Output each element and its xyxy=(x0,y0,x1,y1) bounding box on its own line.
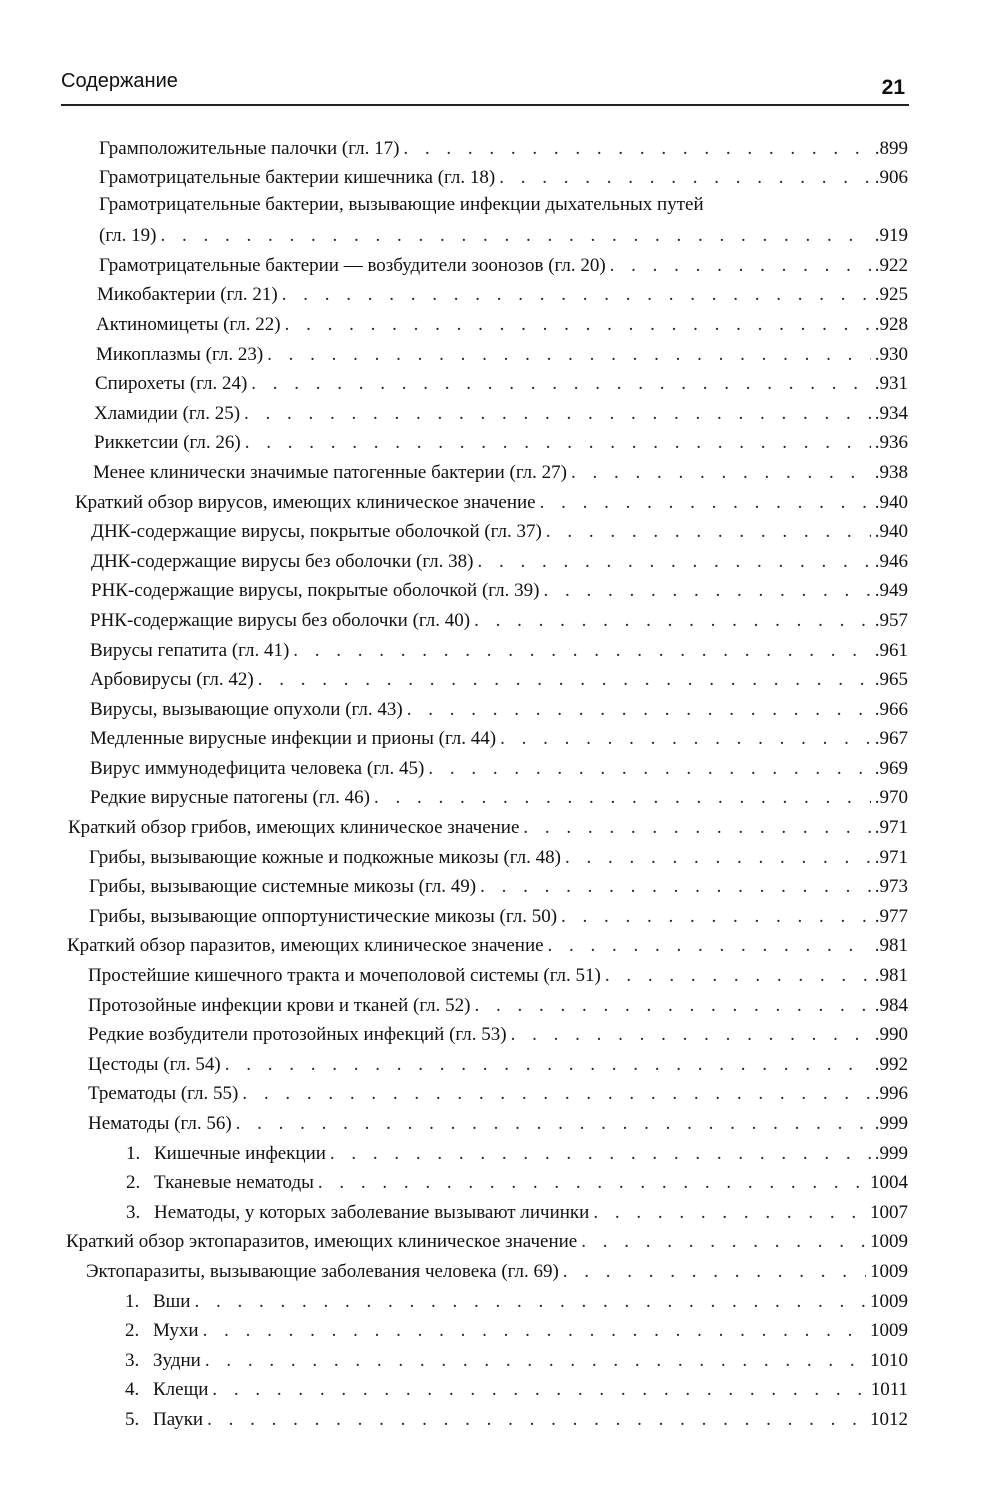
toc-entry-page: .919 xyxy=(874,225,908,247)
dot-leader xyxy=(546,521,871,543)
dot-leader xyxy=(548,935,871,957)
dot-leader xyxy=(242,1083,870,1105)
toc-entry-title: Редкие возбудители протозойных инфекций (гл. 53) xyxy=(88,1024,507,1046)
toc-entry-title: Грибы, вызывающие оппортунистические микозы (гл. 50) xyxy=(89,905,558,927)
toc-entry xyxy=(0,163,1000,193)
dot-leader xyxy=(480,876,871,898)
dot-leader xyxy=(245,432,871,454)
toc-entry-page: 1011 xyxy=(870,1379,908,1401)
toc-entry-title: Краткий обзор эктопаразитов, имеющих клиническое значение xyxy=(66,1231,578,1253)
toc-entry xyxy=(0,605,1000,635)
toc-entry-page: .949 xyxy=(874,580,908,602)
toc-entry xyxy=(0,133,1000,163)
toc-entry-page: .936 xyxy=(874,432,908,454)
toc-entry-page: .925 xyxy=(874,284,908,306)
toc-entry-page: .981 xyxy=(874,965,908,987)
toc-entry xyxy=(0,694,1000,724)
dot-leader xyxy=(500,728,871,750)
dot-leader xyxy=(403,138,870,160)
toc-entry-page: .992 xyxy=(874,1053,908,1075)
toc-entry-title: Вирусы гепатита (гл. 41) xyxy=(90,639,290,661)
toc-section-entry xyxy=(0,1227,1000,1257)
toc-entry-title: Кишечные инфекции xyxy=(154,1142,326,1164)
toc-entry-page: 1009 xyxy=(870,1260,908,1282)
toc-entry-title: РНК-содержащие вирусы, покрытые оболочкой (гл. 39) xyxy=(91,580,540,602)
toc-entry-page: .899 xyxy=(874,137,908,159)
dot-leader xyxy=(581,1231,866,1253)
dot-leader xyxy=(605,965,871,987)
toc-entry-title: ДНК-содержащие вирусы, покрытые оболочкой (гл. 37) xyxy=(91,521,542,543)
toc-entry-title: Риккетсии (гл. 26) xyxy=(94,432,241,454)
toc-entry xyxy=(0,635,1000,665)
toc-entry-page: .967 xyxy=(874,728,908,750)
toc-section-entry xyxy=(0,812,1000,842)
subentry-number: 5. xyxy=(125,1408,140,1430)
toc-entry-page: .938 xyxy=(874,461,908,483)
toc-subentry xyxy=(0,1197,1000,1227)
toc-entry-page: .928 xyxy=(874,313,908,335)
subentry-number: 1. xyxy=(126,1142,141,1164)
dot-leader xyxy=(194,1291,866,1313)
dot-leader xyxy=(523,817,870,839)
toc-entry-page: .999 xyxy=(874,1142,908,1164)
toc-entry-page: 1010 xyxy=(870,1349,908,1371)
toc-entry-title: Актиномицеты (гл. 22) xyxy=(96,313,281,335)
toc-entry-page: .970 xyxy=(874,787,908,809)
toc-entry xyxy=(0,546,1000,576)
toc-entry-title: Арбовирусы (гл. 42) xyxy=(90,669,254,691)
dot-leader xyxy=(565,847,871,869)
header-rule xyxy=(61,104,909,106)
subentry-number: 1. xyxy=(125,1290,140,1312)
toc-entry-title: Клещи xyxy=(153,1379,209,1401)
dot-leader xyxy=(474,995,870,1017)
toc-entry xyxy=(0,872,1000,902)
toc-subentry xyxy=(0,1375,1000,1405)
toc-entry-title: Простейшие кишечного тракта и мочеполовой системы (гл. 51) xyxy=(88,965,601,987)
toc-entry-page: 1009 xyxy=(870,1320,908,1342)
dot-leader xyxy=(207,1409,866,1431)
toc-entry-page: 1009 xyxy=(870,1231,908,1253)
toc-entry-page: .961 xyxy=(874,639,908,661)
toc-entry-title: Цестоды (гл. 54) xyxy=(88,1053,221,1075)
dot-leader xyxy=(610,255,871,277)
toc-entry-title: Зудни xyxy=(153,1349,201,1371)
toc-entry-title: Нематоды, у которых заболевание вызывают личинки xyxy=(154,1201,590,1223)
toc-entry-page: 1009 xyxy=(870,1290,908,1312)
page-header xyxy=(61,66,909,106)
toc-entry xyxy=(0,724,1000,754)
toc-entry-title: Вши xyxy=(153,1290,191,1312)
toc-entry xyxy=(0,339,1000,369)
toc-entry-page: .934 xyxy=(874,402,908,424)
dot-leader xyxy=(285,314,871,336)
dot-leader xyxy=(225,1054,871,1076)
toc-entry-page: 1012 xyxy=(870,1408,908,1430)
dot-leader xyxy=(499,167,871,189)
toc-entry xyxy=(0,990,1000,1020)
dot-leader xyxy=(407,699,871,721)
toc-entry-title: Вирусы, вызывающие опухоли (гл. 43) xyxy=(90,698,403,720)
toc-entry-title: Грибы, вызывающие системные микозы (гл. 49) xyxy=(89,876,477,898)
toc-section-entry xyxy=(0,487,1000,517)
toc-entry-page: .957 xyxy=(874,609,908,631)
toc-entry-title: Грибы, вызывающие кожные и подкожные микозы (гл. 48) xyxy=(89,846,561,868)
toc-entry-page: 1007 xyxy=(870,1201,908,1223)
toc-section-entry xyxy=(0,931,1000,961)
toc-entry-title: Редкие вирусные патогены (гл. 46) xyxy=(90,787,370,809)
dot-leader xyxy=(571,462,871,484)
subentry-number: 3. xyxy=(126,1201,141,1223)
dot-leader xyxy=(374,787,871,809)
dot-leader xyxy=(205,1350,866,1372)
toc-entry-title: Протозойные инфекции крови и тканей (гл. 52) xyxy=(88,994,471,1016)
toc-entry-page: .971 xyxy=(874,817,908,839)
toc-entry-title-line1: Грамотрицательные бактерии, вызывающие инфекции дыхательных путей xyxy=(99,194,704,216)
toc-entry xyxy=(0,753,1000,783)
toc-entry-title: Трематоды (гл. 55) xyxy=(88,1083,239,1105)
toc-entry-page: .931 xyxy=(874,373,908,395)
toc-entry xyxy=(0,842,1000,872)
subentry-number: 4. xyxy=(125,1379,140,1401)
toc-entry-page: .930 xyxy=(874,343,908,365)
dot-leader xyxy=(563,1261,866,1283)
toc-entry xyxy=(0,280,1000,310)
toc-entry-title: Эктопаразиты, вызывающие заболевания человека (гл. 69) xyxy=(86,1260,559,1282)
toc-entry-page: 1004 xyxy=(870,1172,908,1194)
toc-entry-page: .922 xyxy=(874,254,908,276)
toc-entry xyxy=(0,1020,1000,1050)
toc-subentry xyxy=(0,1168,1000,1198)
toc-entry-title: Нематоды (гл. 56) xyxy=(88,1113,232,1134)
toc-subentry xyxy=(0,1138,1000,1168)
toc-entry-page: .973 xyxy=(874,876,908,898)
toc-entry-page: .996 xyxy=(874,1083,908,1105)
toc-entry-page: .977 xyxy=(874,905,908,927)
toc-entry-title: Микоплазмы (гл. 23) xyxy=(96,343,264,365)
toc-entry xyxy=(0,369,1000,399)
toc-entry xyxy=(0,398,1000,428)
toc-entry-page: .990 xyxy=(874,1024,908,1046)
toc-entry xyxy=(0,428,1000,458)
subentry-number: 3. xyxy=(125,1349,140,1371)
toc-entry-page: .940 xyxy=(874,521,908,543)
dot-leader xyxy=(160,225,870,247)
toc-entry-page: .940 xyxy=(874,491,908,513)
toc-entry-title: Микобактерии (гл. 21) xyxy=(97,284,278,306)
dot-leader xyxy=(258,669,871,691)
toc-entry-title: Краткий обзор паразитов, имеющих клиническое значение xyxy=(67,935,544,957)
toc-subentry xyxy=(0,1404,1000,1434)
toc-entry-page: .981 xyxy=(874,935,908,957)
toc-entry-title: Вирус иммунодефицита человека (гл. 45) xyxy=(90,757,425,779)
toc-entry xyxy=(0,960,1000,990)
dot-leader xyxy=(593,1202,866,1224)
page-number: 21 xyxy=(881,76,905,99)
toc-entry-title: Краткий обзор грибов, имеющих клиническое значение xyxy=(68,817,520,839)
toc-entry-title: Мухи xyxy=(153,1320,199,1342)
toc-entry-title: Тканевые нематоды xyxy=(154,1172,314,1194)
toc-entry-page: .966 xyxy=(874,698,908,720)
dot-leader xyxy=(267,344,871,366)
toc-entry-title: Медленные вирусные инфекции и прионы (гл. 44) xyxy=(90,728,497,750)
toc-entry-title: РНК-содержащие вирусы без оболочки (гл. 40) xyxy=(90,609,471,631)
toc-entry-title: Хламидии (гл. 25) xyxy=(94,402,241,424)
toc-entry xyxy=(0,1108,1000,1138)
toc-entry xyxy=(0,576,1000,606)
dot-leader xyxy=(293,640,870,662)
dot-leader xyxy=(428,758,870,780)
toc-entry-title: ДНК-содержащие вирусы без оболочки (гл. 38) xyxy=(91,550,474,572)
toc-entry-page: .969 xyxy=(874,757,908,779)
dot-leader xyxy=(543,580,870,602)
toc-entry-page: .906 xyxy=(874,167,908,189)
toc-entry xyxy=(0,901,1000,931)
running-title: Содержание xyxy=(61,70,178,92)
toc-entry-title: Грамотрицательные бактерии — возбудители зоонозов (гл. 20) xyxy=(99,254,606,276)
toc-entry xyxy=(0,309,1000,339)
dot-leader xyxy=(212,1379,866,1401)
toc-entry xyxy=(0,250,1000,280)
subentry-number: 2. xyxy=(126,1172,141,1194)
dot-leader xyxy=(251,373,870,395)
dot-leader xyxy=(511,1024,871,1046)
toc-entry xyxy=(0,665,1000,695)
toc-entry-page: .965 xyxy=(874,669,908,691)
toc-entry xyxy=(0,1256,1000,1286)
dot-leader xyxy=(474,610,871,632)
toc-entry-title: Менее клинически значимые патогенные бактерии (гл. 27) xyxy=(93,461,567,483)
dot-leader xyxy=(561,906,871,928)
toc-entry-title: Грамотрицательные бактерии кишечника (гл. 18) xyxy=(99,167,496,189)
toc-entry-title: Грамположительные палочки (гл. 17) xyxy=(99,137,400,159)
toc-entry-page: .971 xyxy=(874,846,908,868)
dot-leader xyxy=(282,284,871,306)
toc-entry-title: Пауки xyxy=(153,1408,204,1430)
toc-entry xyxy=(0,1079,1000,1109)
dot-leader xyxy=(244,403,871,425)
dot-leader xyxy=(236,1113,871,1135)
toc-entry-title: Краткий обзор вирусов, имеющих клиническое значение xyxy=(75,491,536,513)
toc-entry-title: Спирохеты (гл. 24) xyxy=(95,373,248,395)
table-of-contents xyxy=(0,133,1000,1434)
dot-leader xyxy=(318,1172,866,1194)
subentry-number: 2. xyxy=(125,1320,140,1342)
toc-entry-page: .984 xyxy=(874,994,908,1016)
toc-entry xyxy=(0,783,1000,813)
toc-entry xyxy=(0,192,1000,250)
toc-subentry xyxy=(0,1316,1000,1346)
toc-subentry xyxy=(0,1286,1000,1316)
toc-entry-page: .999 xyxy=(874,1113,908,1134)
toc-entry xyxy=(0,1049,1000,1079)
toc-entry-title: (гл. 19) xyxy=(99,225,157,247)
toc-entry xyxy=(0,457,1000,487)
dot-leader xyxy=(330,1143,871,1165)
dot-leader xyxy=(477,551,870,573)
toc-entry xyxy=(0,517,1000,547)
toc-subentry xyxy=(0,1345,1000,1375)
dot-leader xyxy=(203,1320,866,1342)
dot-leader xyxy=(540,492,871,514)
toc-entry-page: .946 xyxy=(874,550,908,572)
